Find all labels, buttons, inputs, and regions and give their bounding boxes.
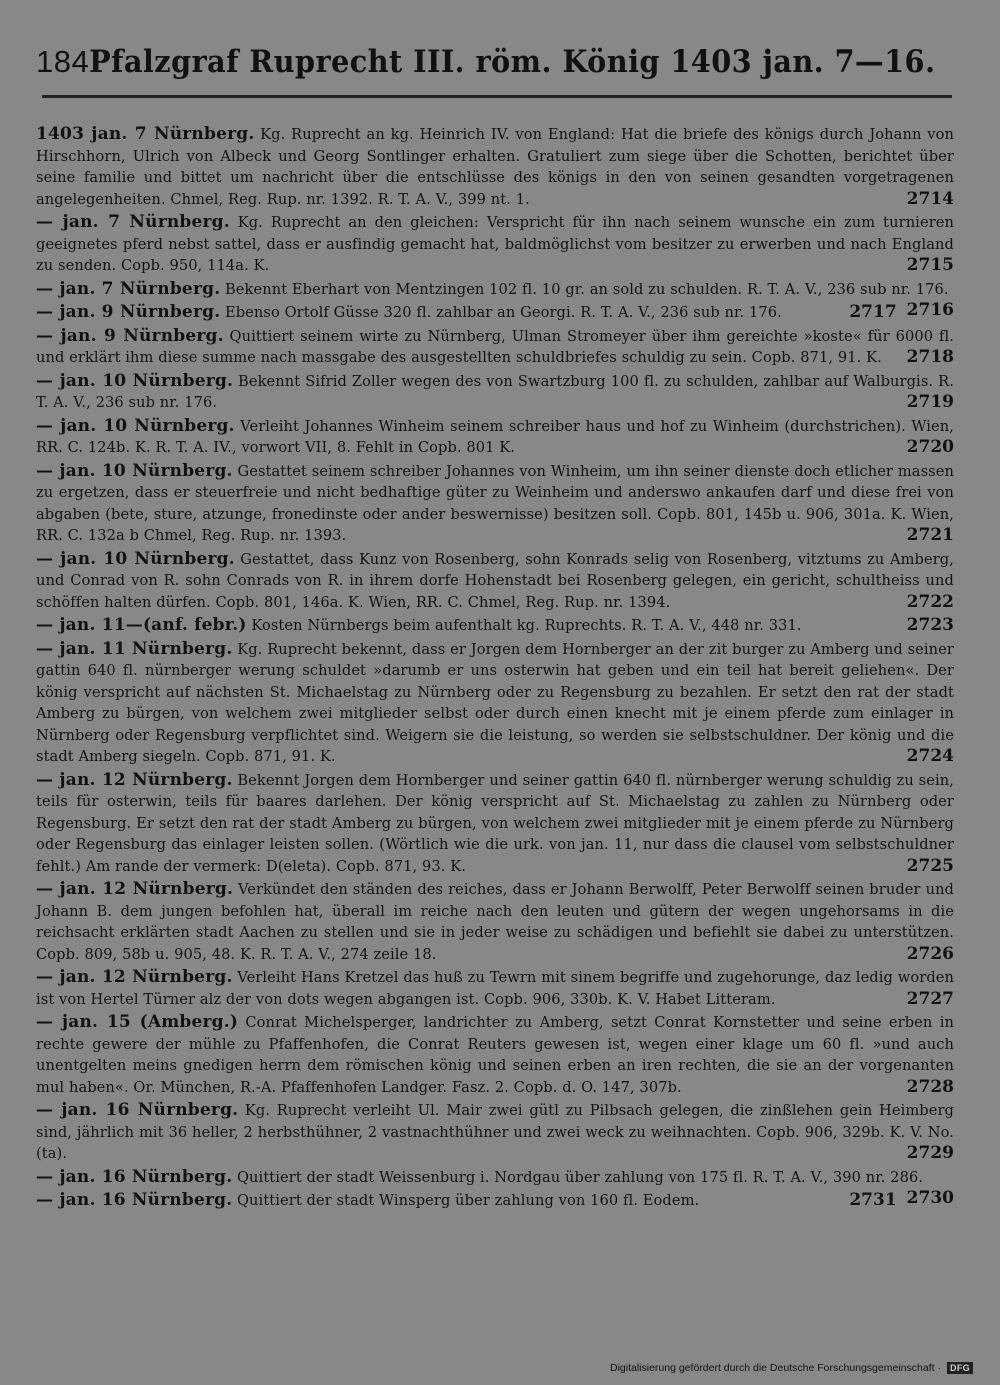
entry-number: 2722	[906, 591, 954, 612]
regest-entry	[36, 1100, 954, 1165]
entry-date: — jan. 10 Nürnberg.	[36, 415, 235, 436]
regest-entry	[36, 416, 954, 459]
entry-number: 2719	[906, 392, 954, 412]
entry-date: — jan. 9 Nürnberg.	[36, 325, 224, 346]
entry-number: 2731	[849, 1190, 897, 1210]
entry-text: Quittiert seinem wirte zu Nürnberg, Ulman Stromeyer über ihm gereichte »koste« für 6000 fl. und erklärt ihm diese summe nach massgabe des ausgestellten schuldbriefes schuldig zu sein. Copb. 871, 91. K.	[36, 327, 954, 366]
entry-number: 2720	[906, 437, 954, 457]
entry-number: 2721	[906, 525, 954, 545]
funding-credit-text: Digitalisierung gefördert durch die Deutsche Forschungsgemeinschaft	[610, 1362, 935, 1374]
entry-date: — jan. 7 Nürnberg.	[36, 278, 221, 299]
entry-text: Kg. Ruprecht verleiht Ul. Mair zwei gütl zu Pilbsach gelegen, die zinßlehen gein Heimberg sind, jährlich mit 36 heller, 2 herbsthühner, 2 vastnachthühner und zwei weck zu weihnachten. Copb. 906, 329b. K. V. No. (ta).	[36, 1102, 954, 1162]
entry-text: Kg. Ruprecht bekennt, dass er Jorgen dem Hornberger an der zit burger zu Amberg und seiner gattin 640 fl. nürnberger werung schuldet »darumb er uns osterwin hat geben und ein teil hat bereit geliehen«. Der könig verspricht auf nächsten St. Michaelstag zu Nürnberg oder zu Regensburg zu bezahlen. Er setzt den rat der stadt Amberg zu bürgen, von welchem zwei mitglieder selbst oder durch einen knecht mit je einem pferde zum einlager in Nürnberg oder Regensburg verpflichtet sind. Weigern sie die leistung, so werden sie selbstschuldner. Der könig und die stadt Amberg siegeln. Copb. 871, 91. K.	[36, 640, 954, 765]
entry-date: — jan. 15 (Amberg.)	[36, 1012, 239, 1032]
header-rule	[42, 95, 952, 98]
entry-date: — jan. 12 Nürnberg.	[36, 967, 233, 987]
entry-text: Verleiht Hans Kretzel das huß zu Tewrn mit sinem begriffe und zugehorunge, daz ledig worden ist von Hertel Türner alz der von dots wegen abgangen ist. Copb. 906, 330b. K. V. Habet Litteram.	[36, 969, 955, 1008]
entry-text: Quittiert der stadt Weissenburg i. Nordgau über zahlung von 175 fl. R. T. A. V., 390 nr. 286.	[236, 1168, 924, 1186]
entry-date: — jan. 16 Nürnberg.	[36, 1166, 233, 1187]
regest-entry	[36, 879, 954, 965]
regest-entry	[36, 1190, 954, 1212]
regest-entry	[36, 770, 954, 878]
entry-number: 2726	[906, 943, 954, 964]
regest-entry	[36, 639, 954, 768]
entry-text: Verkündet den ständen des reiches, dass er Johann Berwolff, Peter Berwolff seinen bruder und Johann B. dem jungen befohlen hat, überall im reiche nach den leuten und gütern der wegen ungehorsams in die reichsacht erklärten stadt Aachen zu stellen und sie in jeder weise zu schädigen und befiehlt sie dabei zu unterstützen. Copb. 809, 58b u. 905, 48. K. R. T. A. V., 274 zeile 18.	[36, 881, 955, 963]
entry-number: 2728	[906, 1076, 954, 1097]
page-header	[36, 44, 976, 88]
entry-number: 2730	[906, 1188, 954, 1208]
entry-number: 2725	[906, 855, 954, 876]
page-number: 184	[36, 44, 90, 79]
dfg-logo: DFG	[947, 1362, 973, 1374]
regest-entry	[36, 212, 954, 277]
entry-date: — jan. 10 Nürnberg.	[36, 460, 233, 481]
entry-text: Kg. Ruprecht an kg. Heinrich IV. von England: Hat die briefe des königs durch Johann von Hirschhorn, Ulrich von Albeck und Georg Sontlinger erhalten. Gratuliert zum siege über die Schotten, berichtet über seine familie und bittet um nachricht über die entschlüsse des königs in den von seinen gesandten vorgetragenen angelegenheiten. Chmel, Reg. Rup. nr. 1392. R. T. A. V., 399 nt. 1.	[36, 126, 954, 208]
entry-text: Gestattet, dass Kunz von Rosenberg, sohn Konrads selig von Rosenberg, vitztums zu Amberg, und Conrad von R. sohn Conrads von R. in ihrem dorfe Hohenstadt bei Rosenberg gelegen, ein gericht, schultheiss und schöffen halten dürfen. Copb. 801, 146a. K. Wien, RR. C. Chmel, Reg. Rup. nr. 1394.	[36, 550, 954, 611]
entry-number: 2724	[906, 746, 954, 766]
entry-number: 2716	[906, 300, 954, 320]
regest-entry	[36, 326, 954, 369]
regest-entry	[36, 549, 954, 614]
entry-text: Conrat Michelsperger, landrichter zu Amberg, setzt Conrat Kornstetter und seine erben in rechte gewere der mühle zu Pfaffenhofen, die Conrat Reuters gewesen ist, wegen einer klage um 60 fl. »und auch unentgelten meins gnedigen herrn dem römischen könig und seinen erben an iren rechten, die sie an der vorgenanten mul haben«. Or. München, R.-A. Pfaffenhofen Landger. Fasz. 2. Copb. d. O. 147, 307b.	[36, 1014, 955, 1096]
entry-text: Quittiert der stadt Winsperg über zahlung von 160 fl. Eodem.	[236, 1192, 700, 1209]
entry-text: Kosten Nürnbergs beim aufenthalt kg. Ruprechts. R. T. A. V., 448 nr. 331.	[251, 617, 802, 634]
regest-entries	[36, 124, 954, 1214]
entry-number: 2717	[849, 302, 897, 322]
entry-date: — jan. 12 Nürnberg.	[36, 879, 234, 899]
entry-date: — jan. 10 Nürnberg.	[36, 548, 235, 569]
entry-text: Kg. Ruprecht an den gleichen: Verspricht für ihn nach seinem wunsche ein zum turnieren geeignetes pferd nebst sattel, dass er ausfindig gemacht hat, baldmöglichst vom besitzer zu erwerben und nach England zu senden. Copb. 950, 114a. K.	[36, 214, 955, 274]
footer-credit: Digitalisierung gefördert durch die Deutsche Forschungsgemeinschaft · DFG	[610, 1362, 973, 1374]
regest-entry	[36, 461, 954, 547]
entry-number: 2714	[906, 188, 954, 209]
entry-text: Verleiht Johannes Winheim seinem schreiber haus und hof zu Winheim (durchstrichen). Wien, RR. C. 124b. K. R. T. A. IV., vorwort VII, 8. Fehlt in Copb. 801 K.	[36, 417, 954, 456]
entry-date: — jan. 7 Nürnberg.	[36, 212, 230, 232]
entry-text: Bekennt Sifrid Zoller wegen des von Swartzburg 100 fl. zu schulden, zahlbar auf Walburgis. R. T. A. V., 236 sub nr. 176.	[36, 372, 954, 411]
entry-number: 2715	[906, 255, 954, 275]
entry-date: 1403 jan. 7 Nürnberg.	[36, 124, 255, 144]
regest-entry	[36, 302, 954, 324]
entry-text: Bekennt Eberhart von Mentzingen 102 fl. 10 gr. an sold zu schulden. R. T. A. V., 236 sub nr. 176.	[224, 280, 949, 298]
regest-entry	[36, 124, 954, 210]
entry-date: — jan. 16 Nürnberg.	[36, 1100, 239, 1120]
entry-date: — jan. 16 Nürnberg.	[36, 1190, 233, 1210]
regest-entry	[36, 1012, 954, 1098]
regest-entry	[36, 967, 954, 1010]
entry-text: Gestattet seinem schreiber Johannes von Winheim, um ihn seiner dienste doch etlicher massen zu ergetzen, dass er steuerfreie und nicht bedhaftige güter zu Weinheim und anderswo ankaufen darf und diese frei von abgaben (bete, sture, atzunge, fronedinste oder ander beswernisse) besitzen soll. Copb. 801, 145b u. 906, 301a. K. Wien, RR. C. 132a b Chmel, Reg. Rup. nr. 1393.	[36, 462, 955, 544]
regest-entry	[36, 371, 954, 414]
entry-text: Ebenso Ortolf Güsse 320 fl. zahlbar an Georgi. R. T. A. V., 236 sub nr. 176.	[224, 304, 782, 321]
entry-number: 2727	[906, 988, 954, 1009]
entry-number: 2729	[906, 1143, 954, 1163]
entry-date: — jan. 11—(anf. febr.)	[36, 615, 247, 635]
entry-number: 2723	[906, 615, 954, 635]
entry-date: — jan. 12 Nürnberg.	[36, 769, 233, 790]
entry-number: 2718	[906, 347, 954, 367]
entry-date: — jan. 10 Nürnberg.	[36, 370, 234, 391]
entry-date: — jan. 11 Nürnberg.	[36, 638, 233, 659]
running-title: Pfalzgraf Ruprecht III. röm. König 1403 jan. 7—16.	[89, 44, 936, 80]
regest-entry	[36, 615, 954, 637]
entry-text: Bekennt Jorgen dem Hornberger und seiner gattin 640 fl. nürnberger werung schuldig zu sein, teils für osterwin, teils für baares darlehen. Der könig verspricht auf St. Michaelstag zu zahlen zu Nürnberg oder Regensburg. Er setzt den rat der stadt Amberg zu bürgen, von welchem zwei mitglieder mit je einem pferde zu Nürnberg oder Regensburg das einlager leisten sollen. (Wörtlich wie die urk. von jan. 11, nur dass die clausel vom selbstschuldner fehlt.) Am rande der vermerk: D(eleta). Copb. 871, 93. K.	[36, 771, 955, 875]
entry-date: — jan. 9 Nürnberg.	[36, 302, 221, 322]
